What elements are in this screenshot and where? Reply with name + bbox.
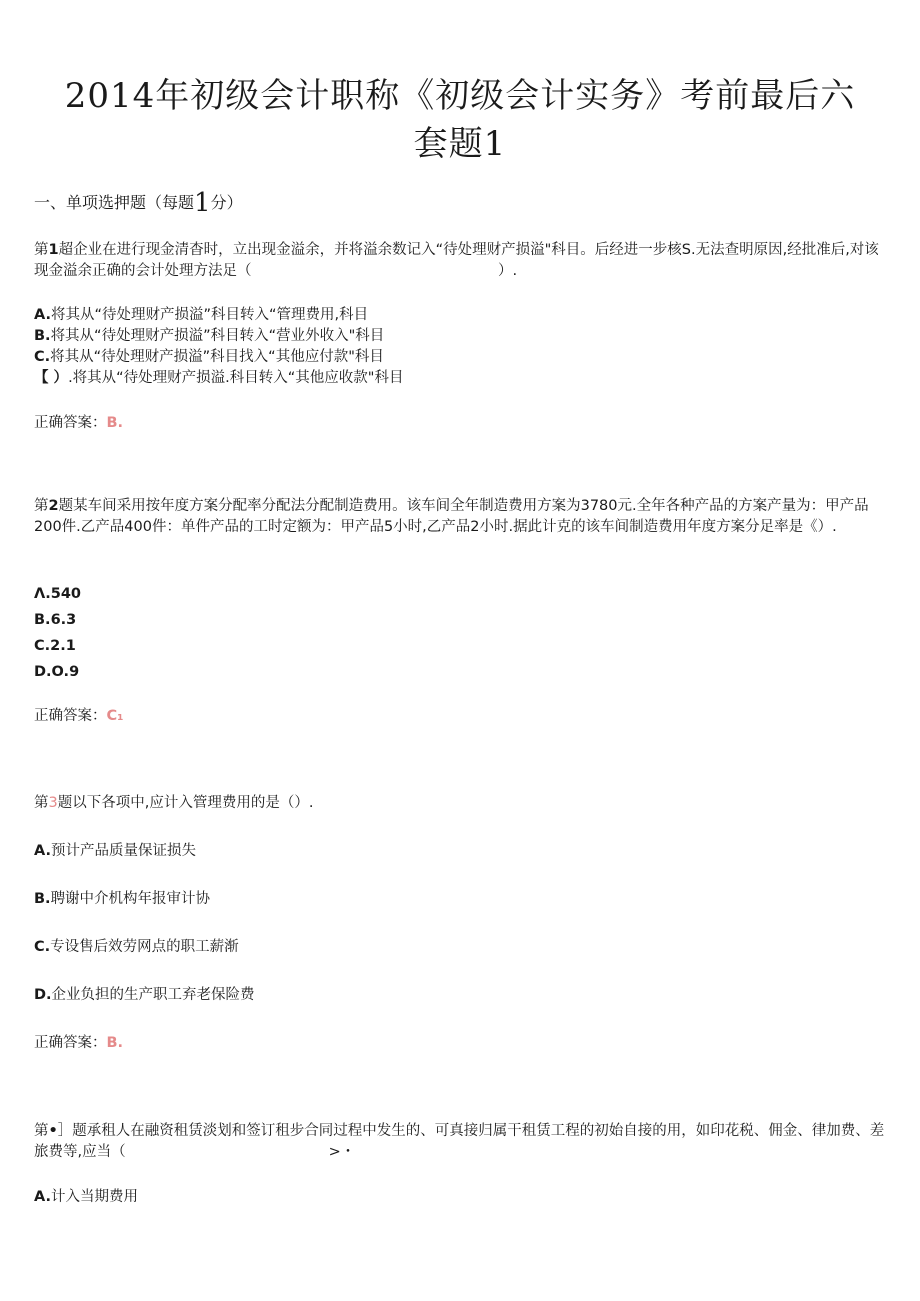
question-4-option-a[interactable]	[34, 1187, 138, 1208]
option-key: B.	[34, 612, 51, 628]
question-1-option-d[interactable]	[34, 368, 403, 389]
section-heading-prefix: 一、单项选押题（每题	[34, 193, 195, 212]
question-3-stem	[34, 793, 313, 814]
question-4-stem	[34, 1121, 890, 1163]
option-text: 2.1	[50, 638, 76, 654]
option-key: D.	[34, 664, 52, 680]
option-text: 540	[50, 586, 82, 602]
question-4-text: ］题承租人在融资租赁淡划和签订租步合同过程中发生的、可真接归属干租赁工程的初始自接的用，如印花税、佣金、律加费、差旅费等,应当（ >・	[34, 1123, 885, 1160]
question-2-prefix: 第	[34, 498, 49, 514]
question-1-option-c[interactable]	[34, 347, 384, 368]
option-text: .将其从“待处理财产损溢.科目转入“其他应收款"科目	[68, 370, 404, 386]
answer-value: C₁	[106, 708, 124, 724]
section-heading-score: 1	[194, 188, 211, 218]
question-2-option-c[interactable]	[34, 636, 76, 657]
option-text: O.9	[51, 664, 80, 680]
question-2-stem	[34, 496, 890, 538]
question-2-option-b[interactable]	[34, 610, 76, 631]
option-text: 企业负担的生产职工弃老保险费	[51, 987, 255, 1003]
question-3-option-d[interactable]	[34, 985, 255, 1006]
answer-label: 正确答案：	[34, 415, 107, 431]
option-text: 将其从“待处理财产损溢”科目找入“其他应付款"科目	[50, 349, 384, 365]
question-3-option-a[interactable]	[34, 841, 196, 862]
question-2-text: 题某车间采用按年度方案分配率分配法分配制造费用。该车间全年制造费用方案为3780元.全年各种产品的方案产量为：甲产品200件.乙产品400件：单件产品的工时定额为：甲产品5小时,乙产品2小时.据此计克的该车间制造费用年度方案分足率是《）.	[34, 498, 869, 535]
option-key: D.	[34, 987, 52, 1003]
option-key: C.	[34, 349, 51, 365]
section-heading-suffix: 分）	[210, 193, 243, 212]
question-1-stem	[34, 240, 890, 282]
option-text: 聘谢中介机构年报审计协	[50, 891, 211, 907]
question-1-answer	[34, 413, 123, 434]
question-3-number: 3	[48, 795, 58, 811]
option-key: C.	[34, 638, 51, 654]
option-key: B.	[34, 328, 51, 344]
option-key: 【 ）	[34, 370, 69, 386]
option-key: A.	[34, 307, 51, 323]
question-3-option-b[interactable]	[34, 889, 210, 910]
option-text: 专设售后效劳网点的职工薪渐	[50, 939, 239, 955]
answer-value: B.	[106, 415, 124, 431]
option-key: A.	[34, 843, 51, 859]
question-2-number: 2	[48, 498, 59, 514]
question-3-option-c[interactable]	[34, 937, 239, 958]
question-2-option-d[interactable]	[34, 662, 79, 683]
question-3-prefix: 第	[34, 795, 49, 811]
question-4-prefix: 第	[34, 1123, 49, 1139]
question-1-option-b[interactable]	[34, 326, 384, 347]
answer-value: B.	[106, 1035, 124, 1051]
option-text: 将其从“待处理财产损溢”科目转入“管理费用,科目	[51, 307, 369, 323]
option-key: B.	[34, 891, 51, 907]
option-key: Λ.	[34, 586, 51, 602]
document-title: 2014年初级会计职称《初级会计实务》考前最后六套题1	[64, 76, 856, 164]
option-text: 6.3	[50, 612, 77, 628]
question-1-option-a[interactable]	[34, 305, 368, 326]
section-heading	[34, 190, 243, 216]
answer-label: 正确答案：	[34, 708, 107, 724]
question-2-answer	[34, 706, 124, 727]
question-4-number: •	[48, 1123, 58, 1139]
question-1-text: 超企业在进行现金清杳时，立出现金溢余，并将溢余数记入“待处理财产损溢"科目。后经进一步核S.无法查明原因,经批准后,对该现金溢余正确的会计处理方法足（ ）.	[34, 242, 879, 279]
question-1-number: 1	[48, 242, 59, 258]
option-text: 预计产品质量保证损失	[51, 843, 196, 859]
question-1-prefix: 第	[34, 242, 49, 258]
option-key: A.	[34, 1189, 51, 1205]
question-3-text: 题以下各项中,应计入管理费用的是（）.	[57, 795, 314, 811]
answer-label: 正确答案：	[34, 1035, 107, 1051]
question-2-option-a[interactable]	[34, 584, 81, 605]
option-text: 计入当期费用	[51, 1189, 138, 1205]
option-key: C.	[34, 939, 51, 955]
question-3-answer	[34, 1033, 123, 1054]
option-text: 将其从“待处理财产损溢”科目转入“营业外收入"科目	[50, 328, 385, 344]
